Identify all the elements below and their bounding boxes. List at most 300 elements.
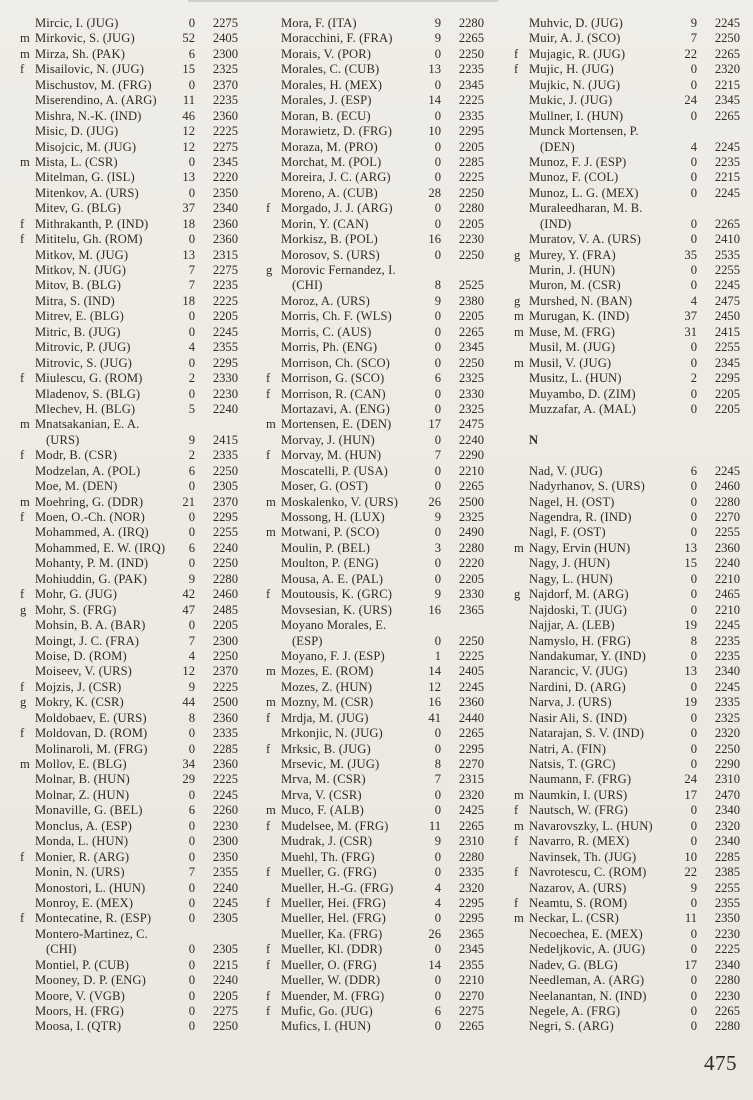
rating-row [514,1019,740,1034]
games-count: 6 [188,46,195,61]
rating-value: 2220 [212,170,238,185]
rating-value: 2295 [714,371,740,386]
games-count: 24 [684,93,697,108]
rating-row [514,896,740,911]
player-name: Mrva, V. (CSR) [281,787,362,802]
games-count: 14 [428,957,441,972]
games-count: 24 [684,772,697,787]
rating-row [514,695,740,710]
rating-value: 2385 [714,865,740,880]
rating-row [514,464,740,479]
rating-row [514,201,740,216]
player-name: Neckar, L. (CSR) [529,911,619,926]
rating-row [20,371,238,386]
games-count: 0 [690,587,697,602]
rating-value: 2265 [458,818,484,833]
title-prefix: g [20,695,27,710]
player-name: Moiseev, V. (URS) [35,664,132,679]
rating-row [514,587,740,602]
rating-row [20,387,238,402]
title-prefix: m [514,787,524,802]
rating-row [20,62,238,77]
player-name: Mrkonjic, N. (JUG) [281,726,383,741]
rating-value: 2210 [714,602,740,617]
rating-value: 2300 [212,46,238,61]
rating-row [20,31,238,46]
rating-row [514,664,740,679]
rating-value: 2535 [714,247,740,262]
rating-row [266,896,484,911]
rating-row [266,47,484,62]
rating-value: 2205 [212,618,238,633]
rating-row [514,927,740,942]
rating-value: 2210 [458,973,484,988]
rating-row [20,1019,238,1034]
player-name: Montiel, P. (CUB) [35,957,130,972]
games-count: 7 [188,278,195,293]
rating-row [20,433,238,448]
rating-row [514,31,740,46]
games-count: 21 [182,494,195,509]
player-name: Mohr, S. (FRG) [35,602,117,617]
games-count: 4 [690,293,697,308]
title-prefix: f [20,510,25,524]
rating-value: 2330 [458,386,484,401]
player-name: Morosov, S. (URS) [281,247,380,262]
rating-row [20,47,238,62]
rating-row [20,340,238,355]
rating-row [20,186,238,201]
rating-row [20,510,238,525]
rating-value: 2265 [714,108,740,123]
games-count: 0 [434,386,441,401]
rating-row [514,942,740,957]
rating-value: 2265 [714,1004,740,1018]
player-name: Mujkic, N. (JUG) [529,77,621,92]
rating-row [266,942,484,957]
player-name: Mooney, D. P. (ENG) [35,973,146,988]
title-prefix: m [20,31,30,46]
rating-value: 2240 [714,556,740,571]
rating-row [266,510,484,525]
player-name: Muender, M. (FRG) [281,988,385,1003]
games-count: 0 [434,479,441,494]
rating-value: 2230 [212,386,238,401]
rating-value: 2275 [212,139,238,154]
games-count: 0 [690,926,697,941]
rating-row [514,62,740,77]
rating-row [266,664,484,679]
rating-value: 2280 [714,973,740,988]
games-count: 0 [690,510,697,524]
title-prefix: m [266,803,276,818]
player-name: Mollov, E. (BLG) [35,757,127,771]
player-name: Mohr, G. (JUG) [35,587,118,602]
player-name: Mrsevic, M. (JUG) [281,757,380,771]
rating-row [266,865,484,880]
player-name: Munoz, F. (COL) [529,170,619,185]
player-name: Moraza, M. (PRO) [281,139,378,154]
rating-row [514,325,740,340]
games-count: 0 [188,787,195,802]
player-name: Nazarov, A. (URS) [529,880,627,895]
games-count: 11 [428,818,441,833]
player-name: Needleman, A. (ARG) [529,973,645,988]
scan-artifact-line [188,0,498,2]
player-name: Moldovan, D. (ROM) [35,726,148,741]
rating-value: 2525 [458,278,484,293]
player-name: Nadyrhanov, S. (URS) [529,479,645,494]
player-name: Naumkin, I. (URS) [529,787,628,802]
games-count: 0 [188,1019,195,1034]
rating-value: 2265 [458,31,484,46]
rating-row [266,1004,484,1019]
rating-row [20,525,238,540]
games-count: 0 [434,726,441,741]
games-count: 0 [188,1004,195,1018]
rating-value: 2335 [458,865,484,880]
games-count: 7 [690,31,697,46]
player-name: Miserendino, A. (ARG) [35,93,157,108]
rating-row [266,958,484,973]
player-name: Mukic, J. (JUG) [529,93,613,108]
rating-row [266,711,484,726]
games-count: 0 [188,185,195,200]
rating-row [514,1004,740,1019]
player-name: Mullner, I. (HUN) [529,108,624,123]
player-name: Misailovic, N. (JUG) [35,62,145,77]
rating-value: 2410 [714,232,740,247]
rating-row [20,402,238,417]
rating-value: 2210 [458,463,484,478]
rating-row [514,726,740,741]
player-name: Nad, V. (JUG) [529,463,603,478]
player-name: Nedeljkovic, A. (JUG) [529,942,646,957]
games-count: 0 [434,170,441,185]
games-count: 0 [434,309,441,324]
title-prefix: f [514,895,519,910]
rating-row [266,834,484,849]
games-count: 8 [188,710,195,725]
rating-value: 2250 [714,741,740,756]
rating-row [266,387,484,402]
games-count: 13 [182,170,195,185]
rating-value: 2460 [212,587,238,602]
games-count: 47 [182,602,195,617]
games-count: 8 [434,278,441,293]
rating-row [514,78,740,93]
section-row [514,433,740,448]
rating-row [266,850,484,865]
games-count: 46 [182,108,195,123]
rating-row [266,634,484,649]
player-name: Mladenov, S. (BLG) [35,386,141,401]
player-name: Munoz, L. G. (MEX) [529,185,639,200]
games-count: 0 [188,834,195,849]
player-name: Moors, H. (FRG) [35,1004,124,1018]
rating-value: 2250 [458,46,484,61]
rating-value: 2320 [714,818,740,833]
player-name: Mishra, N.-K. (IND) [35,108,142,123]
rating-value: 2245 [714,139,740,154]
player-name: Natsis, T. (GRC) [529,757,616,771]
rating-value: 2475 [714,293,740,308]
player-name: Moskalenko, V. (URS) [281,494,398,509]
player-name: Mithrakanth, P. (IND) [35,216,149,231]
rating-row [514,232,740,247]
player-name: Mitov, B. (BLG) [35,278,122,293]
title-prefix: m [20,417,30,432]
rating-row [514,742,740,757]
player-name: Moscatelli, P. (USA) [281,463,388,478]
rating-row [266,93,484,108]
player-name: Morvay, J. (HUN) [281,432,375,447]
rating-value: 2290 [714,757,740,771]
rating-value: 2305 [212,479,238,494]
title-prefix: m [514,309,524,324]
rating-value: 2275 [458,1004,484,1018]
player-name: Moran, B. (ECU) [281,108,371,123]
rating-value: 2275 [212,1004,238,1018]
player-name: Mitev, G. (BLG) [35,201,122,216]
player-name: Muir, A. J. (SCO) [529,31,621,46]
games-count: 52 [182,31,195,46]
games-count: 0 [188,741,195,756]
player-name: Morawietz, D. (FRG) [281,124,393,139]
games-count: 7 [434,448,441,463]
rating-row [266,742,484,757]
player-name: Monclus, A. (ESP) [35,818,132,833]
rating-value: 2320 [714,62,740,77]
player-name: Mohanty, P. M. (IND) [35,556,149,571]
rating-row [20,217,238,232]
rating-value: 2345 [714,93,740,108]
player-name: Mora, F. (ITA) [281,16,357,30]
player-name: Neelanantan, N. (IND) [529,988,647,1003]
rating-row [266,772,484,787]
games-count: 0 [690,818,697,833]
games-count: 6 [188,540,195,555]
games-count: 19 [684,618,697,633]
rating-row [20,1004,238,1019]
title-prefix: f [266,818,271,833]
player-name: Najdoski, T. (JUG) [529,602,627,617]
games-count: 0 [690,571,697,586]
games-count: 26 [428,494,441,509]
title-prefix: f [266,741,271,756]
rating-value: 2325 [458,371,484,386]
player-name: Mischustov, M. (FRG) [35,77,152,92]
rating-row [514,649,740,664]
rating-row [514,634,740,649]
rating-row [20,881,238,896]
rating-row [20,417,238,432]
rating-row [266,109,484,124]
title-prefix: m [266,494,276,509]
rating-row [20,464,238,479]
player-name: Mujagic, R. (JUG) [529,46,626,61]
rating-row [514,556,740,571]
rating-value: 2275 [212,263,238,277]
rating-row [266,911,484,926]
games-count: 9 [434,587,441,602]
games-count: 0 [690,741,697,756]
rating-value: 2205 [212,309,238,324]
rating-row [20,618,238,633]
games-count: 9 [188,432,195,447]
games-count: 9 [434,293,441,308]
title-prefix: f [266,371,271,386]
player-name: Mitrovic, S. (JUG) [35,355,132,370]
player-name: Modzelan, A. (POL) [35,463,141,478]
games-count: 6 [690,463,697,478]
player-name: Muco, F. (ALB) [281,803,364,818]
games-count: 0 [434,108,441,123]
rating-value: 2205 [458,571,484,586]
rating-value: 2280 [458,16,484,30]
rating-value: 2245 [714,278,740,293]
player-name: Mueller, Hei. (FRG) [281,895,386,910]
player-name: Mokry, K. (CSR) [35,695,124,710]
rating-row [266,649,484,664]
rating-value: 2470 [714,787,740,802]
rating-value: 2500 [212,695,238,710]
title-prefix: m [514,324,524,339]
rating-value: 2270 [714,510,740,524]
player-name: Naumann, F. (FRG) [529,772,632,787]
games-count: 0 [188,386,195,401]
games-count: 0 [188,973,195,988]
rating-row [514,819,740,834]
rating-row [266,788,484,803]
rating-row [266,371,484,386]
player-name: Moulin, P. (BEL) [281,540,371,555]
title-prefix: f [20,587,25,602]
games-count: 7 [434,772,441,787]
rating-row [20,726,238,741]
rating-row [266,294,484,309]
title-prefix: f [266,448,271,463]
rating-value: 2355 [714,895,740,910]
player-name: Muzzafar, A. (MAL) [529,401,636,416]
rating-value: 2265 [458,324,484,339]
rating-row [514,834,740,849]
rating-row [20,124,238,139]
games-count: 1 [434,648,441,663]
games-count: 11 [684,911,697,926]
games-count: 16 [428,232,441,247]
rating-value: 2205 [458,309,484,324]
rating-row [20,788,238,803]
rating-value: 2345 [458,77,484,92]
rating-value: 2345 [458,340,484,355]
column-2 [266,16,484,1035]
rating-value: 2260 [212,803,238,818]
rating-row [20,16,238,31]
rating-value: 2415 [212,432,238,447]
rating-value: 2350 [212,849,238,864]
rating-row [514,186,740,201]
rating-row [20,865,238,880]
player-name: Mozny, M. (CSR) [281,695,374,710]
rating-row [266,62,484,77]
rating-value: 2225 [458,93,484,108]
games-count: 7 [188,263,195,277]
player-name: Molinaroli, M. (FRG) [35,741,148,756]
player-name: Mitkov, N. (JUG) [35,263,127,277]
games-count: 2 [188,448,195,463]
blank-row [514,417,740,432]
title-prefix: f [20,216,25,231]
player-name: (URS) [46,432,80,447]
rating-value: 2300 [212,633,238,648]
player-name: Moe, M. (DEN) [35,479,118,494]
player-name: Mohammed, A. (IRQ) [35,525,149,540]
title-prefix: m [514,540,524,555]
rating-row [266,433,484,448]
rating-row [20,479,238,494]
rating-row [20,140,238,155]
games-count: 0 [690,494,697,509]
rating-row [266,417,484,432]
rating-row [20,757,238,772]
rating-row [514,356,740,371]
games-count: 17 [684,957,697,972]
page-number: 475 [704,1051,737,1075]
rating-row [266,726,484,741]
games-count: 37 [182,201,195,216]
rating-row [514,140,740,155]
player-name: Natarajan, S. V. (IND) [529,726,645,741]
player-name: (IND) [540,216,572,231]
rating-row [20,603,238,618]
games-count: 0 [434,942,441,957]
games-count: 9 [188,679,195,694]
section-header: N [529,432,539,447]
rating-value: 2235 [212,278,238,293]
title-prefix: f [514,46,519,61]
title-prefix: m [266,664,276,679]
rating-value: 2405 [212,31,238,46]
rating-row [20,263,238,278]
rating-value: 2295 [458,124,484,139]
player-name: Mrdja, M. (JUG) [281,710,369,725]
rating-value: 2240 [212,880,238,895]
games-count: 0 [188,324,195,339]
rating-row [514,495,740,510]
title-prefix: m [20,46,30,61]
player-name: Mnatsakanian, E. A. [35,417,140,432]
title-prefix: m [514,818,524,833]
player-name: Mudelsee, M. (FRG) [281,818,389,833]
player-name: Morales, H. (MEX) [281,77,383,92]
rating-value: 2225 [458,170,484,185]
player-name: Moulton, P. (ENG) [281,556,379,571]
games-count: 17 [684,787,697,802]
rating-value: 2205 [714,386,740,401]
games-count: 0 [690,726,697,741]
rating-value: 2210 [714,571,740,586]
games-count: 41 [428,710,441,725]
rating-value: 2345 [714,355,740,370]
games-count: 0 [188,479,195,494]
rating-value: 2240 [212,540,238,555]
games-count: 0 [690,263,697,277]
player-name: Mitenkov, A. (URS) [35,185,139,200]
rating-row [514,170,740,185]
games-count: 7 [188,633,195,648]
rating-row [266,927,484,942]
